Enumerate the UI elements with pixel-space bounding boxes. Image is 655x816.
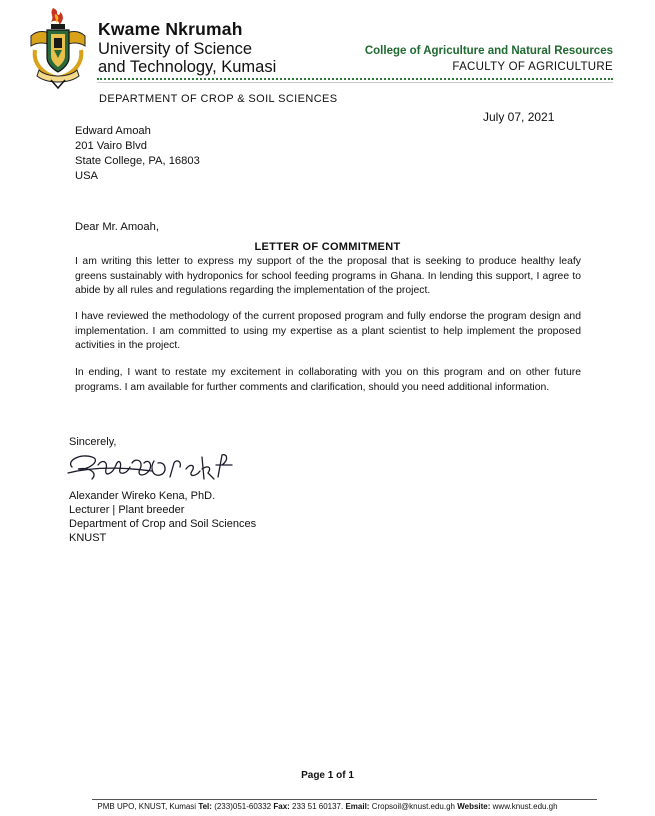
- footer-fax-label: Fax:: [273, 802, 290, 811]
- footer-fax: 233 51 60137.: [292, 802, 344, 811]
- college-name: College of Agriculture and Natural Resources: [364, 45, 613, 57]
- footer-website[interactable]: www.knust.edu.gh: [492, 802, 558, 811]
- recipient-city: State College, PA, 16803: [75, 155, 200, 167]
- signatory-name: Alexander Wireko Kena, PhD.: [69, 490, 216, 502]
- signatory-department: Department of Crop and Soil Sciences: [69, 518, 257, 530]
- closing: Sincerely,: [69, 436, 117, 448]
- recipient-street: 201 Vairo Blvd: [75, 140, 147, 152]
- recipient-name: Edward Amoah: [75, 125, 151, 137]
- university-name-line-3: and Technology, Kumasi: [98, 58, 277, 76]
- letterhead-divider-line: [97, 82, 613, 83]
- body-paragraph-2: I have reviewed the methodology of the current proposed program and fully endorse the program design and implementation. I am committed to using my expertise as a plant scientist to help implement the proposed activities in the project.: [75, 311, 581, 352]
- signatory-institution: KNUST: [69, 532, 107, 544]
- recipient-country: USA: [75, 170, 99, 182]
- footer-contact: [0, 802, 655, 811]
- letter-date: July 07, 2021: [483, 110, 555, 124]
- university-crest-logo: [27, 6, 89, 90]
- handwritten-signature: [62, 447, 242, 489]
- department-name: DEPARTMENT OF CROP & SOIL SCIENCES: [99, 93, 338, 105]
- salutation: Dear Mr. Amoah,: [75, 221, 159, 233]
- footer-email-label: Email:: [345, 802, 370, 811]
- university-name-line-1: Kwame Nkrumah: [98, 19, 243, 39]
- faculty-name: FACULTY OF AGRICULTURE: [452, 61, 613, 73]
- body-paragraph-1: I am writing this letter to express my support of the the proposal that is seeking to produce healthy leafy greens sustainably with hydroponics for school feeding programs in Ghana. In lending this support, I agree to abide by all rules and regulations regarding the implementation of the project.: [75, 256, 581, 297]
- letterhead-divider: [97, 78, 613, 80]
- footer-website-label: Website:: [457, 802, 491, 811]
- body-paragraph-3: In ending, I want to restate my excitement in collaborating with you on this program and on other future programs. I am available for further comments and clarification, should you need additional information.: [75, 367, 581, 393]
- footer-rule: [92, 799, 597, 800]
- letter-heading: LETTER OF COMMITMENT: [254, 241, 401, 253]
- signatory-title: Lecturer | Plant breeder: [69, 504, 185, 516]
- university-name-line-2: University of Science: [98, 40, 253, 58]
- footer-tel: (233)051-60332: [214, 802, 272, 811]
- footer-address: PMB UPO, KNUST, Kumasi: [97, 802, 197, 811]
- page-number: Page 1 of 1: [301, 770, 354, 781]
- footer-email[interactable]: Cropsoil@knust.edu.gh: [371, 802, 455, 811]
- footer-tel-label: Tel:: [198, 802, 212, 811]
